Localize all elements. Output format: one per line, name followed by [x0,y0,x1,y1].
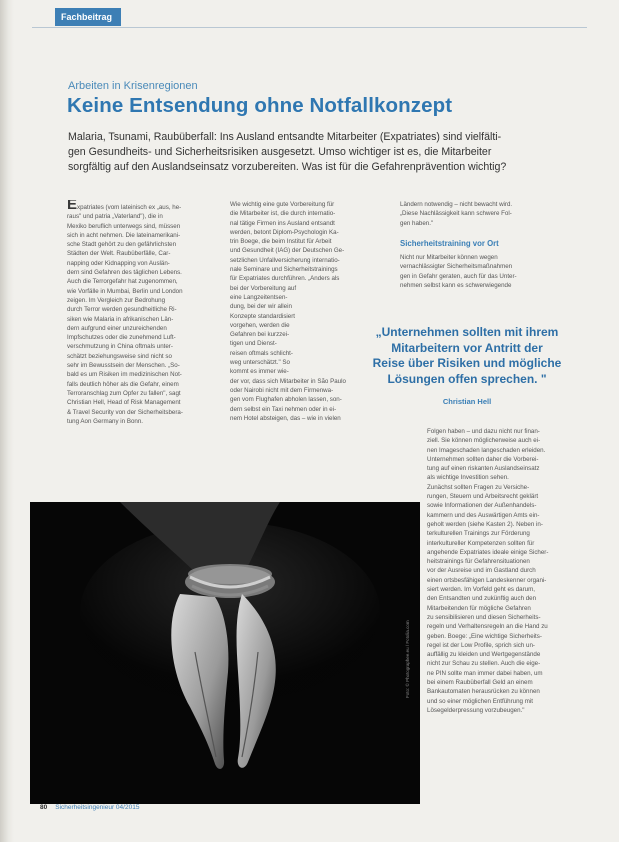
body-line: nicht zur Schau zu stellen. Auch die eige- [427,660,541,668]
body-line: verschmutzung in China oftmals unter- [67,343,173,351]
body-line: tung Aon Germany in Bonn. [67,417,144,425]
body-line: vernachlässigter Sicherheitsmaßnahmen [400,263,513,271]
body-line: raus" und patria „Vaterland"), die in [67,213,163,221]
bound-hands-photo [30,502,420,804]
body-line: schätzt beziehungsweise sind nicht so [67,352,172,360]
body-line: Ländern notwendig – nicht bewacht wird. [400,201,513,208]
body-line: bald es um Risiken im medizinischen Not- [67,371,182,379]
page-number: 80 [40,804,48,811]
body-line: werden, betont Diplom-Psychologin Ka- [230,228,339,236]
body-line: regeln und Verhaltensregeln an die Hand zu [427,623,548,631]
dropcap: E [67,200,78,213]
body-line: Wie wichtig eine gute Vorbereitung für [230,201,335,208]
body-line: bei einem Raubüberfall Geld an einem [427,679,533,687]
body-line: Auch die Terrorgefahr hat zugenommen, [67,278,178,286]
body-line: gen vom Flughafen abholen lassen, son- [230,396,342,404]
body-line: als wichtige Investition sehen. [427,474,509,482]
body-line: zu sensibilisieren und diesen Sicherheits- [427,613,541,621]
body-line: Zunächst sollten Fragen zu Versiche- [427,483,530,491]
body-column-3-bottom [427,427,587,715]
body-line: Bankautomaten herausrücken zu können [427,688,540,696]
body-line: Folgen haben – und dazu nicht nur finan- [427,428,540,435]
body-line: Expatriates (vom lateinisch ex „aus, he- [67,200,199,212]
body-line: ne PIN sollte man immer dabei haben, um [427,669,543,677]
headline: Keine Entsendung ohne Notfallkonzept [67,94,453,117]
body-line: auffällig zu kleiden und Wertgegenstände [427,651,541,659]
body-line: Impfschutzes oder die zunehmend Luft- [67,334,176,342]
body-line: falls deutlich höher als die Gefahr, einem [67,380,179,388]
quote-author: Christian Hell [442,397,492,406]
body-line: zeigen. Im Vergleich zur Bedrohung [67,296,166,304]
body-line: geholt werden (siehe Kasten 2). Neben in- [427,520,543,528]
body-line: geben. Boege: „Eine wichtige Sicherheits- [427,632,542,640]
body-line: dern aufgrund einer unzureichenden [67,324,167,332]
body-line: Nicht nur Mitarbeiter können wegen [400,254,498,261]
body-line: Christian Hell, Head of Risk Management [67,399,181,407]
body-line: siert werden. Im Vorfeld geht es darum, [427,586,535,594]
body-line: Lösegelderpressung vorzubeugen." [427,706,525,714]
body-line: vor der Ausreise und im Gastland durch [427,567,536,575]
body-line: weg unterschätzt." So [230,359,290,367]
quote-line: Mitarbeitern vor Antritt der [391,340,543,355]
body-line: heitstrainings für Gefahrensituationen [427,558,530,566]
body-line: angehende Expatriates ideale einige Sicher- [427,548,549,556]
body-line: sche Stadt gehört zu den gefährlichsten [67,241,177,249]
lead-line: Malaria, Tsunami, Raubüberfall: Ins Ausland entsandte Mitarbeiter (Expatriates) sind vielfälti- [68,131,502,143]
body-line: reisen oftmals schlicht- [230,349,293,357]
subheading-block [400,237,550,251]
magazine-name: Sicherheitsingenieur 04/2015 [55,804,140,811]
body-line: Mitarbeitenden für mögliche Gefahren [427,604,531,612]
body-line: regel ist der Low Profile, sprich sich un- [427,641,535,649]
body-line: Konzepte standardisiert [230,312,296,320]
body-line: dern sind Gefahren des täglichen Lebens. [67,269,182,277]
body-line: sehr im Bewusstsein der Menschen. „So- [67,362,180,370]
body-line: tung auf einen riskanten Auslandseinsatz [427,465,540,473]
body-line: Mexiko beruflich unterwegs sind, müssen [67,222,181,230]
quote-line: „Unternehmen sollten mit ihrem [375,325,559,339]
subheading: Sicherheitstraining vor Ort [400,239,499,248]
body-line: durch Terror werden gesundheitliche Ri- [67,306,177,314]
lead-paragraph [68,130,588,175]
body-column-1 [67,200,199,426]
quote-line: Reise über Risiken und mögliche [372,356,562,370]
body-line: gen haben." [400,219,434,227]
body-line: einen ortsbesfähigen Landeskenner organi- [427,576,547,584]
body-line: der vor, dass sich Mitarbeiter in São Paulo [230,377,346,385]
body-line: Unternehmen sollten daher die Vorberei- [427,455,539,463]
kicker: Arbeiten in Krisenregionen [68,80,198,92]
body-line: eine Langzeitentsen- [230,293,288,301]
body-line: für Expatriates durchführen. „Anders als [230,275,340,283]
body-line: bei der Vorbereitung auf [230,284,297,292]
body-line: Gefahren bei kurzzei- [230,331,290,339]
body-line: kommt es immer wie- [230,368,289,376]
body-line: dung, bei der wir allein [230,303,292,311]
body-column-3-mid [400,253,550,290]
hands-illustration [30,502,420,804]
body-line: nal tätige Firmen ins Ausland entsandt [230,219,335,227]
body-line: sowie Informationen der Außenhandels- [427,502,537,510]
body-line: vorgehen, werden die [230,321,290,329]
body-line: Städten der Welt. Raubüberfälle, Car- [67,250,171,258]
body-line: rungen, Steuern und Arbeitsrecht geklärt [427,493,539,501]
body-line: kammern und des Auswärtigen Amts ein- [427,511,540,519]
body-line: sich in acht nehmen. Die lateinamerikani- [67,231,181,239]
body-line: interkultureller Kompetenzen sollten für [427,539,535,547]
body-line: trin Boege, die beim Institut für Arbeit [230,238,332,246]
body-line: und so einer möglichen Entführung mit [427,697,533,705]
footer [40,804,139,811]
body-line: und Gesundheit (IAG) der Deutschen Ge- [230,247,345,255]
body-line: tigen und Dienst- [230,340,277,348]
body-line: wie Vorfälle in Mumbai, Berlin und London [67,287,183,295]
body-line: setzlichen Unfallversicherung internatio- [230,256,340,264]
body-line: „Diese Nachlässigkeit kann schwere Fol- [400,210,512,218]
quote-line: Lösungen offen sprechen. " [387,371,547,386]
top-rule [32,27,587,28]
body-line: napping oder Kidnapping von Auslän- [67,259,170,267]
body-line: die Mitarbeiter ist, die durch internatio- [230,210,336,218]
section-tag: Fachbeitrag [55,8,121,26]
body-line: siken wie Malaria in afrikanischen Län- [67,315,174,323]
body-line: ziell. Sie können möglicherweise auch ei- [427,437,541,445]
body-line: dern selbst ein Taxi nehmen oder in ei- [230,405,337,413]
body-line: terkulturellen Trainings zur Förderung [427,530,530,538]
body-line: Terroranschlag zum Opfer zu fallen", sagt [67,389,181,397]
body-line: & Travel Security von der Sicherheitsbera- [67,408,183,416]
body-line: gen in Gefahr geraten, auch für das Unter- [400,272,517,280]
body-column-3-top [400,200,550,228]
page-edge-shadow [0,0,14,842]
photo-credit: Foto: © Photographee.eu / Fotolia.com [405,620,410,698]
body-line: nale Seminare und Sicherheitstrainings [230,266,338,274]
body-line: oder Nairobi nicht mit dem Firmenwa- [230,386,334,394]
body-line: nen Imageschaden langeschaden erleiden. [427,446,546,454]
body-line: den Entsandten und zukünftig auch den [427,595,537,603]
body-line: nehmen selbst kann es schwerwiegende [400,281,512,289]
lead-line: gen Gesundheits- und Sicherheitsrisiken ausgesetzt. Umso wichtiger ist es, die Mitarbeiter [68,146,492,158]
lead-line: sorgfältig auf den Auslandseinsatz vorzubereiten. Was ist für die Gefahrenprävention wichtig? [68,161,507,173]
body-line: nem Hotel absteigen, das – wie in vielen [230,414,341,422]
